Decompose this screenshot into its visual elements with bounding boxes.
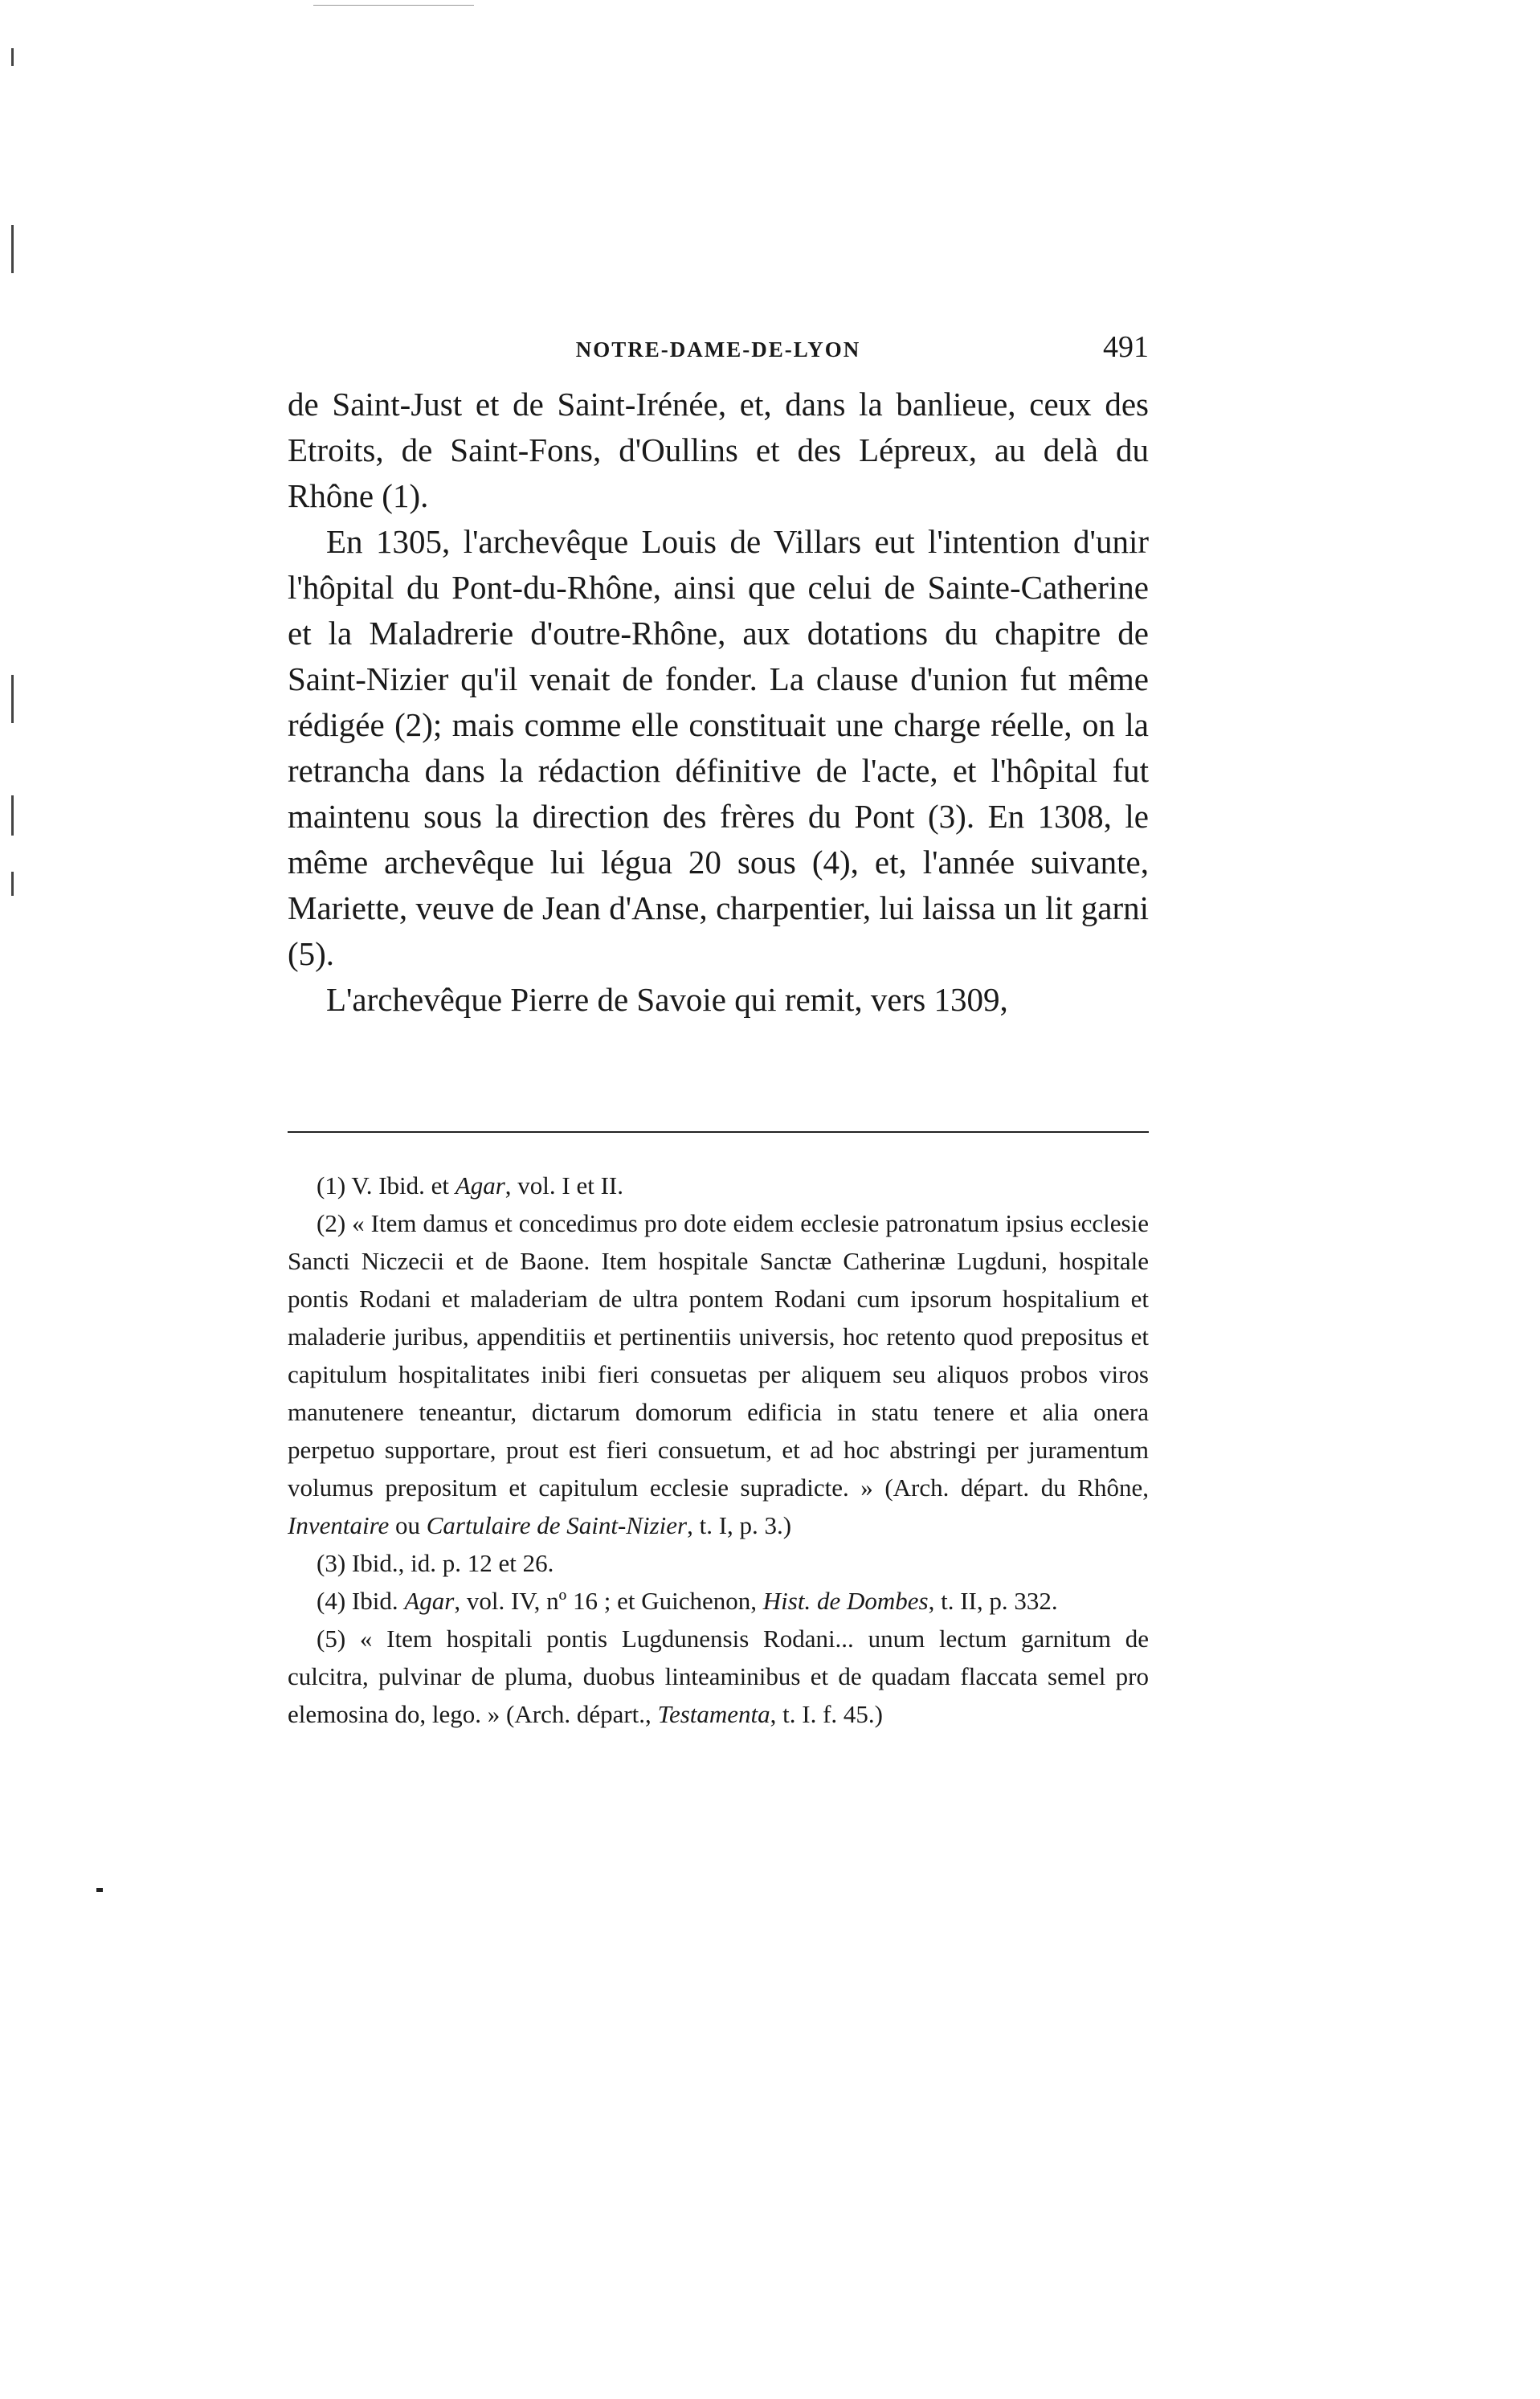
footnote-italic: Testamenta: [657, 1700, 770, 1728]
footnote-1: [288, 1167, 1149, 1204]
footnote-text: , vol. I et II.: [504, 1171, 624, 1200]
footnote-5: [288, 1620, 1149, 1733]
paragraph: de Saint-Just et de Saint-Irénée, et, dans la banlieue, ceux des Etroits, de Saint-Fons, d'Oullins et des Lépreux, au delà du Rhône (1).: [288, 386, 1149, 514]
footnote-italic: Hist. de Dombes: [762, 1587, 929, 1615]
scan-margin-mark: [11, 48, 14, 66]
footnote-text: ou: [389, 1511, 427, 1539]
footnote-text: (4) Ibid.: [317, 1587, 405, 1615]
paragraph: L'archevêque Pierre de Savoie qui remit, vers 1309,: [326, 981, 1008, 1018]
running-title: NOTRE-DAME-DE-LYON: [575, 337, 861, 362]
scan-margin-mark: [11, 225, 14, 273]
footnote-text: (1) V. Ibid. et: [317, 1171, 455, 1200]
footnote-rule: [288, 1131, 1149, 1133]
footnote-text: (2) « Item damus et concedimus pro dote eidem ecclesie patronatum ipsius ecclesie Sancti Niczecii et de Baone. Item hospitale Sanctæ Catherinæ Lugduni, hospitale pontis Rodani et maladeriam de ultra pontem Rodani cum ipsorum hospitalium et maladerie juribus, appenditiis et pertinentiis universis, hoc retento quod prepositus et capitulum hospitalitates inibi fieri consuetas per aliquem seu aliquos probos viros manutenere teneantur, dictarum domorum edificia in statu tenere et alia onera perpetuo supportare, prout est fieri consuetum, et ad hoc abstringi per juramentum volumus prepositum et capitulum ecclesie supradicte. » (Arch. départ. du Rhône,: [288, 1209, 1149, 1502]
footnote-text: , t. I, p. 3.): [687, 1511, 792, 1539]
scan-margin-mark: [11, 872, 14, 896]
main-text: [288, 382, 1149, 1023]
scan-dot: [96, 1888, 103, 1892]
footnote-3: (3) Ibid., id. p. 12 et 26.: [317, 1549, 554, 1577]
paragraph: En 1305, l'archevêque Louis de Villars eut l'intention d'unir l'hôpital du Pont-du-Rhône, ainsi que celui de Sainte-Catherine et la Maladrerie d'outre-Rhône, aux dotations du chapitre de Saint-Nizier qu'il venait de fonder. La clause d'union fut même rédigée (2); mais comme elle constituait une charge réelle, on la retrancha dans la rédaction définitive de l'acte, et l'hôpital fut maintenu sous la direction des frères du Pont (3). En 1308, le même archevêque lui légua 20 sous (4), et, l'année suivante, Mariette, veuve de Jean d'Anse, charpentier, lui laissa un lit garni (5).: [288, 523, 1149, 972]
footnote-2: [288, 1204, 1149, 1544]
footnote-italic: Agar: [404, 1587, 455, 1615]
footnote-italic: Cartulaire de Saint-Nizier: [426, 1511, 688, 1539]
footnote-4: [288, 1582, 1149, 1620]
footnote-italic: Agar: [455, 1171, 505, 1200]
scan-top-line: [313, 5, 474, 6]
footnotes: [288, 1167, 1149, 1733]
page-number: 491: [1103, 330, 1149, 364]
scan-margin-mark: [11, 675, 14, 723]
footnote-text: , vol. IV, nº 16 ; et Guichenon,: [454, 1587, 763, 1615]
footnote-text: (5) « Item hospitali pontis Lugdunensis Rodani... unum lectum garnitum de culcitra, pulvinar de pluma, duobus linteaminibus et de quadam flaccata semel pro elemosina do, lego. » (Arch. départ.,: [288, 1625, 1149, 1728]
footnote-text: , t. II, p. 332.: [928, 1587, 1058, 1615]
footnote-italic: Inventaire: [288, 1511, 390, 1539]
scan-margin-mark: [11, 795, 14, 836]
page-header: [288, 329, 1149, 378]
footnote-text: , t. I. f. 45.): [770, 1700, 883, 1728]
